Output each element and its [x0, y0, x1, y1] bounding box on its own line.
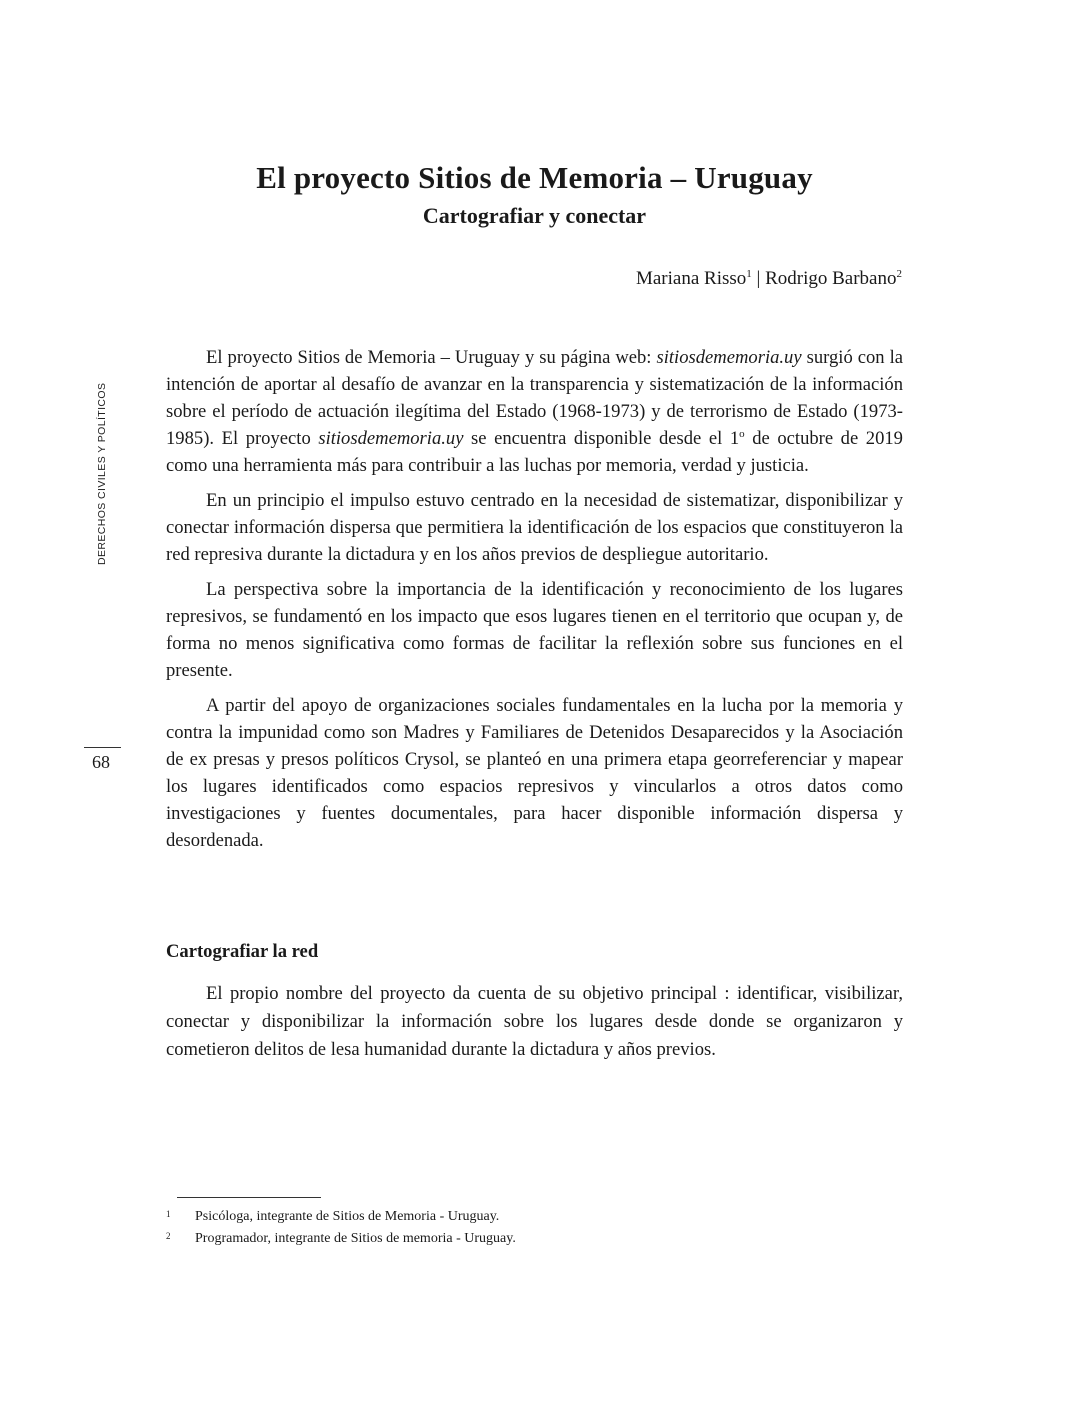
author-line	[636, 268, 902, 290]
paragraph: El propio nombre del proyecto da cuenta de su objetivo principal : identificar, visibilizar, conectar y disponibilizar la información sobre los lugares desde donde se organizaron y cometieron delitos de lesa humanidad durante la dictadura y años previos.	[166, 983, 903, 1060]
paragraph	[166, 344, 903, 479]
footnote-text: Programador, integrante de Sitios de memoria - Uruguay.	[195, 1231, 516, 1246]
footnote-marker[interactable]: 1	[746, 268, 752, 280]
author-name: Mariana Risso	[635, 268, 747, 289]
footnote-number: 2	[166, 1231, 171, 1241]
footnote-rule	[177, 1197, 321, 1198]
document-title: El proyecto Sitios de Memoria – Uruguay	[256, 160, 813, 195]
page-number-rule	[84, 747, 121, 748]
section-heading: Cartografiar la red	[166, 941, 319, 962]
paragraph: A partir del apoyo de organizaciones sociales fundamentales en la lucha por la memoria y contra la impunidad como son Madres y Familiares de Detenidos Desaparecidos y la Asociación de ex presas y presos políticos Crysol, se planteó en una primera etapa georreferenciar y mapear los lugares identificados como espacios represivos y vincularlos a otros datos como investigaciones y fuentes documentales, para hacer disponible información dispersa y desordenada.	[166, 695, 903, 851]
paragraph-text: de octubre de 2019 como una herramienta más para contribuir a las luchas por memoria, verdad y justicia.	[166, 428, 903, 476]
paragraph: La perspectiva sobre la importancia de la identificación y reconocimiento de los lugares represivos, se fundamentó en los impacto que esos lugares tienen en el territorio que ocupan y, de forma no menos significativa como formas de facilitar la reflexión sobre sus funciones en el presente.	[166, 579, 903, 681]
section-side-label: DERECHOS CIVILES Y POLÍTICOS	[96, 382, 108, 565]
ordinal-indicator: o	[739, 428, 745, 440]
author-name: Rodrigo Barbano	[765, 268, 897, 289]
paragraph-text: se encuentra disponible desde el 1	[463, 428, 740, 449]
footnote-text: Psicóloga, integrante de Sitios de Memoria - Uruguay.	[195, 1209, 500, 1224]
body-text	[166, 344, 903, 862]
website-link[interactable]: sitiosdememoria.uy	[656, 347, 802, 368]
paragraph-text: El proyecto Sitios de Memoria – Uruguay y su página web:	[206, 347, 657, 368]
footnote	[166, 1228, 516, 1250]
footnotes	[166, 1206, 516, 1250]
page-number: 68	[92, 752, 110, 772]
section-text	[166, 980, 903, 1064]
website-link[interactable]: sitiosdememoria.uy	[318, 428, 464, 449]
footnote-marker[interactable]: 2	[896, 268, 902, 280]
footnote-number: 1	[166, 1209, 171, 1219]
document-subtitle: Cartografiar y conectar	[422, 203, 647, 228]
footnote	[166, 1206, 516, 1228]
paragraph: En un principio el impulso estuvo centrado en la necesidad de sistematizar, disponibilizar y conectar información dispersa que permitiera la identificación de los espacios que constituyeron la red represiva durante la dictadura y en los años previos de despliegue autoritario.	[166, 490, 903, 565]
paragraph-text: surgió con la intención de aportar al desafío de avanzar en la transparencia y sistematización de la información sobre el período de actuación ilegítima del Estado (1968-1973) y de terrorismo de Estado (1973-1985). El proyecto	[166, 347, 904, 449]
author-separator: |	[751, 268, 766, 289]
